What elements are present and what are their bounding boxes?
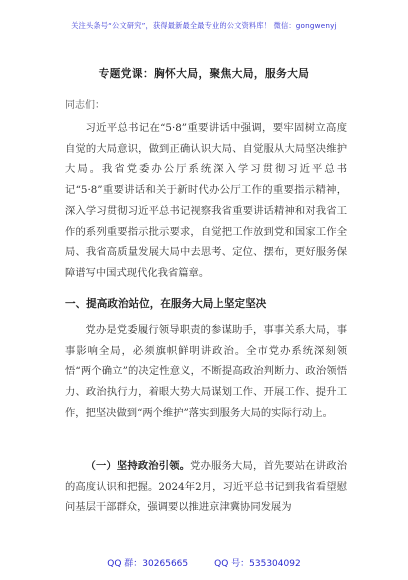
paragraph-section-1: 党办是党委履行领导职责的参谋助手，事事关系大局，事事影响全局，必须旗帜鲜明讲政治。全市党办系统深刻领悟“两个确立”的决定性意义，不断提高政治判断力、政治领悟力、政治执行力，着眼大势大局谋划工作、开展工作、提升工作，把坚决做到“两个维护”落实到服务大局的实际行动上。: [65, 324, 347, 419]
header-banner: [0, 0, 408, 52]
footer-qq-number: QQ 号：535304092: [214, 559, 301, 569]
paragraph-subsection-1: [65, 456, 347, 518]
footer-qq-group: QQ 群：30265665: [107, 559, 189, 569]
header-banner-text: 关注头条号“公文研究”，获得最新最全最专业的公文资料库！ 微信：gongwenyj: [71, 21, 337, 30]
subsection-heading-1: （一）坚持政治引领。: [85, 460, 191, 472]
subsection-1-text: 党办服务大局，首先要站在讲政治的高度认识和把握。2024年2月，习近平总书记到我省看望慰问基层干部群众，强调要以推进京津冀协同发展为: [65, 460, 348, 514]
section-heading-1: 一、提高政治站位，在服务大局上坚定坚决: [65, 298, 267, 310]
document-title: 专题党课：胸怀大局，聚焦大局，服务大局: [98, 68, 310, 80]
salutation: 同志们：: [65, 100, 105, 111]
footer-contact: [0, 556, 408, 569]
paragraph-intro: 习近平总书记在“5·8”重要讲话中强调，要牢固树立高度自觉的大局意识，做到正确认识大局、自觉服从大局坚决维护大局。我省党委办公厅系统深入学习贯彻习近平总书记“5·8”重要讲话和关于新时代办公厅工作的重要指示精神，深入学习贯彻习近平总书记视察我省重要讲话精神和对我省工作的系列重要指示批示要求，自觉把工作放到党和国家工作全局、我省高质量发展大局中去思考、定位、摆布，更好服务保障谱写中国式现代化我省篇章。: [65, 122, 347, 279]
